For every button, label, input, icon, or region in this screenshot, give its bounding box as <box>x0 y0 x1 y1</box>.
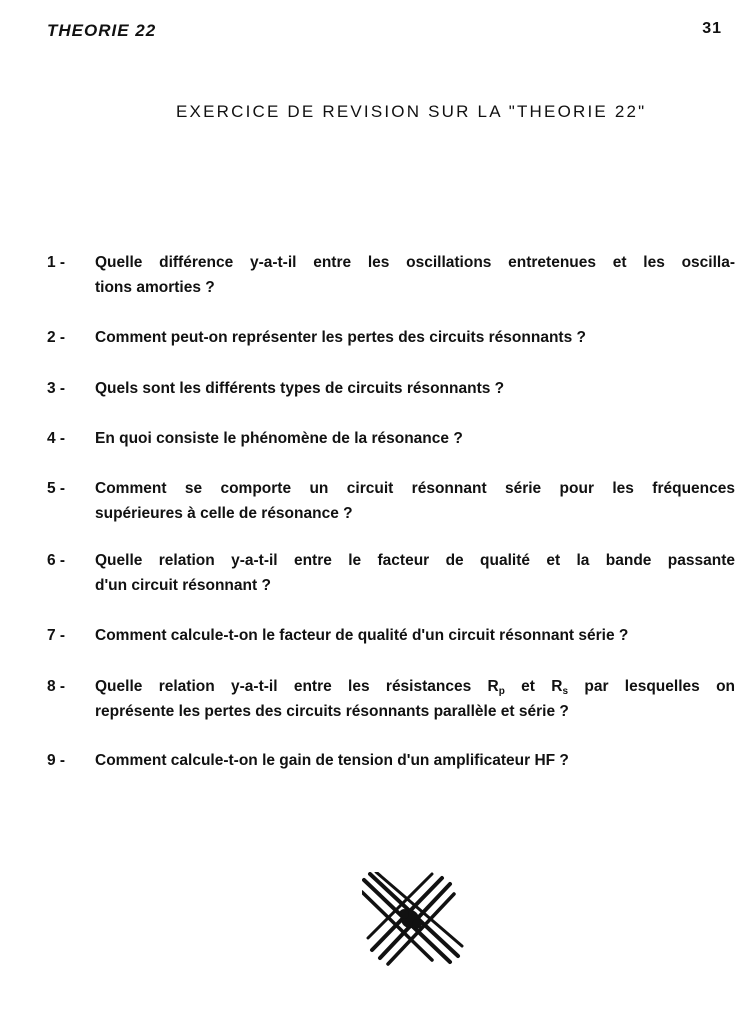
question-line: En quoi consiste le phénomène de la résonance ? <box>95 430 463 447</box>
question-text <box>95 476 735 526</box>
question-line: Quelle relation y-a-t-il entre le facteur de qualité et la bande passante <box>95 552 735 569</box>
question-line: Quelle différence y-a-t-il entre les oscillations entretenues et les oscilla- <box>95 254 735 271</box>
question-line: tions amorties ? <box>95 279 215 296</box>
question-text <box>95 250 735 300</box>
question-number: 2 - <box>47 329 66 346</box>
subscript-s: s <box>562 686 569 697</box>
question-text <box>95 674 735 724</box>
question-text <box>95 623 735 648</box>
question-text <box>95 748 735 773</box>
question-line: supérieures à celle de résonance ? <box>95 505 353 522</box>
question-number: 8 - <box>47 678 66 695</box>
question-line: Quels sont les différents types de circuits résonnants ? <box>95 380 505 397</box>
question-line <box>95 674 735 699</box>
exercise-title: EXERCICE DE REVISION SUR LA "THEORIE 22" <box>176 102 647 121</box>
question-number: 3 - <box>47 380 66 397</box>
question-line: d'un circuit résonnant ? <box>95 577 271 594</box>
question-line: Comment calcule-t-on le facteur de qualité d'un circuit résonnant série ? <box>95 627 629 644</box>
crosshatch-emblem-icon <box>362 872 464 967</box>
question-number: 7 - <box>47 627 66 644</box>
question-number: 4 - <box>47 430 66 447</box>
question-text <box>95 548 735 598</box>
question-line: Comment calcule-t-on le gain de tension d'un amplificateur HF ? <box>95 752 569 769</box>
question-text <box>95 426 735 451</box>
question-line: Comment peut-on représenter les pertes des circuits résonnants ? <box>95 329 586 346</box>
question-number: 5 - <box>47 480 66 497</box>
text-run: et R <box>504 678 563 695</box>
text-run: Quelle relation y-a-t-il entre les résistances R <box>95 678 499 695</box>
question-number: 1 - <box>47 254 66 271</box>
question-text <box>95 325 735 350</box>
question-line: représente les pertes des circuits résonnants parallèle et série ? <box>95 703 569 720</box>
page-number: 31 <box>702 20 722 37</box>
running-title: THEORIE 22 <box>47 21 157 40</box>
question-text <box>95 376 735 401</box>
question-number: 6 - <box>47 552 66 569</box>
question-line: Comment se comporte un circuit résonnant série pour les fréquences <box>95 480 735 497</box>
text-run: par lesquelles on <box>568 678 736 695</box>
question-number: 9 - <box>47 752 66 769</box>
subscript-p: p <box>498 686 505 697</box>
